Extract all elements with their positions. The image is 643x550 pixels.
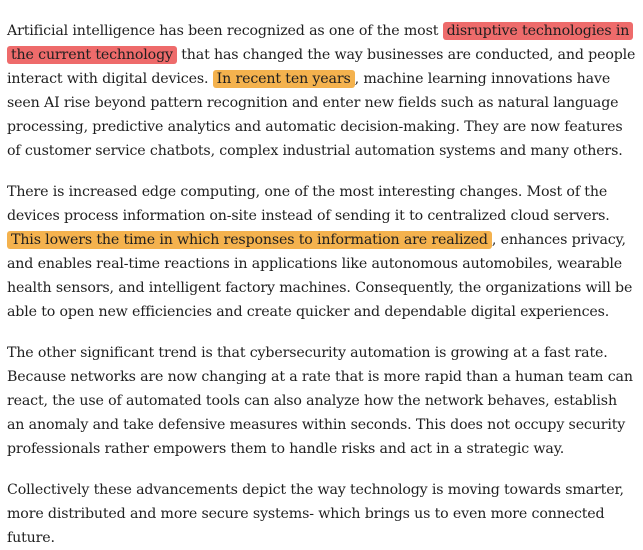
paragraph-conclusion: Collectively these advancements depict the way technology is moving towards smarter, more distributed and more secure systems- which brings us to even more connected future. xyxy=(7,482,624,546)
paragraph-ai xyxy=(7,19,637,163)
paragraph-edge-computing xyxy=(7,180,637,324)
paragraph-edge-text-end: , enhances privacy, and enables real-time reactions in applications like autonomous automobiles, wearable health sensors, and intelligent factory machines. Consequently, the organizations will be able to open new efficiencies and create quicker and dependable digital experiences. xyxy=(7,232,633,320)
highlight-recent-ten-years[interactable]: In recent ten years xyxy=(213,70,355,88)
paragraph-edge-text-start: There is increased edge computing, one of the most interesting changes. Most of the devices process information on-site instead of sending it to centralized cloud servers. xyxy=(7,184,610,224)
highlight-lowers-response-time[interactable]: This lowers the time in which responses to information are realized xyxy=(7,231,492,249)
paragraph-ai-text-middle: that has changed the way businesses are conducted, and people interact with digital devices. xyxy=(7,47,636,87)
paragraph-ai-text-start: Artificial intelligence has been recognized as one of the most xyxy=(7,23,443,39)
highlight-disruptive-technologies[interactable]: disruptive technologies in the current technology xyxy=(7,22,633,64)
paragraph-ai-text-end: , machine learning innovations have seen AI rise beyond pattern recognition and enter new fields such as natural language processing, predictive analytics and automatic decision-making. They are now features of customer service chatbots, complex industrial automation systems and many others. xyxy=(7,71,623,159)
paragraph-cybersecurity: The other significant trend is that cybersecurity automation is growing at a fast rate. Because networks are now changing at a rate that is more rapid than a human team can react, the use of automated tools can also analyze how the network behaves, establish an anomaly and take defensive measures within seconds. This does not occupy security professionals rather empowers them to handle risks and act in a strategic way. xyxy=(7,345,633,457)
